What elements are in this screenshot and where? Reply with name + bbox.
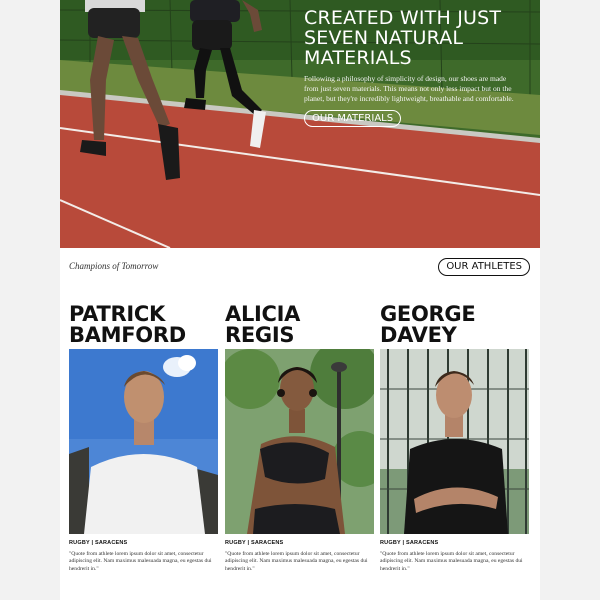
athlete-sport-team: RUGBY | SARACENS [225,540,284,546]
athletes-section-header [69,258,530,278]
athlete-first-name: PATRICK [69,302,165,326]
athlete-last-name: BAMFORD [69,323,186,347]
athlete-photo [380,349,529,534]
hero-title-line: CREATED WITH JUST [304,7,502,29]
athlete-card[interactable] [225,304,374,573]
athlete-last-name: REGIS [225,323,295,347]
athlete-quote: "Quote from athlete lorem ipsum dolor sit amet, consectetur adipiscing elit. Nam maximus malesuada magna, eu egestas dui hendrerit in." [69,551,212,572]
athlete-last-name: DAVEY [380,323,457,347]
section-kicker: Champions of Tomorrow [69,261,159,271]
athlete-first-name: ALICIA [225,302,301,326]
athlete-sport-team: RUGBY | SARACENS [380,540,439,546]
our-athletes-button[interactable]: OUR ATHLETES [438,258,530,276]
hero-title-line: SEVEN NATURAL [304,27,464,49]
athlete-name [69,304,218,349]
hero-copy [304,8,536,127]
athlete-card[interactable] [69,304,218,573]
hero-description: Following a philosophy of simplicity of design, our shoes are made from just seven materials. This means not only less impact but on the planet, but they're incredibly lightweight, breathable and comfortable. [304,74,514,103]
athlete-first-name: GEORGE [380,302,476,326]
athlete-name [225,304,374,349]
our-materials-button[interactable]: OUR MATERIALS [304,110,401,127]
athlete-sport-team: RUGBY | SARACENS [69,540,128,546]
athlete-quote: "Quote from athlete lorem ipsum dolor sit amet, consectetur adipiscing elit. Nam maximus malesuada magna, eu egestas dui hendrerit in." [380,551,523,572]
hero-banner [60,0,540,248]
athlete-card[interactable] [380,304,529,573]
athlete-quote: "Quote from athlete lorem ipsum dolor sit amet, consectetur adipiscing elit. Nam maximus malesuada magna, eu egestas dui hendrerit in." [225,551,368,572]
page [60,0,540,600]
athlete-photo [69,349,218,534]
hero-title [304,8,536,68]
athlete-photo [225,349,374,534]
hero-title-line: MATERIALS [304,47,412,69]
athlete-name [380,304,529,349]
